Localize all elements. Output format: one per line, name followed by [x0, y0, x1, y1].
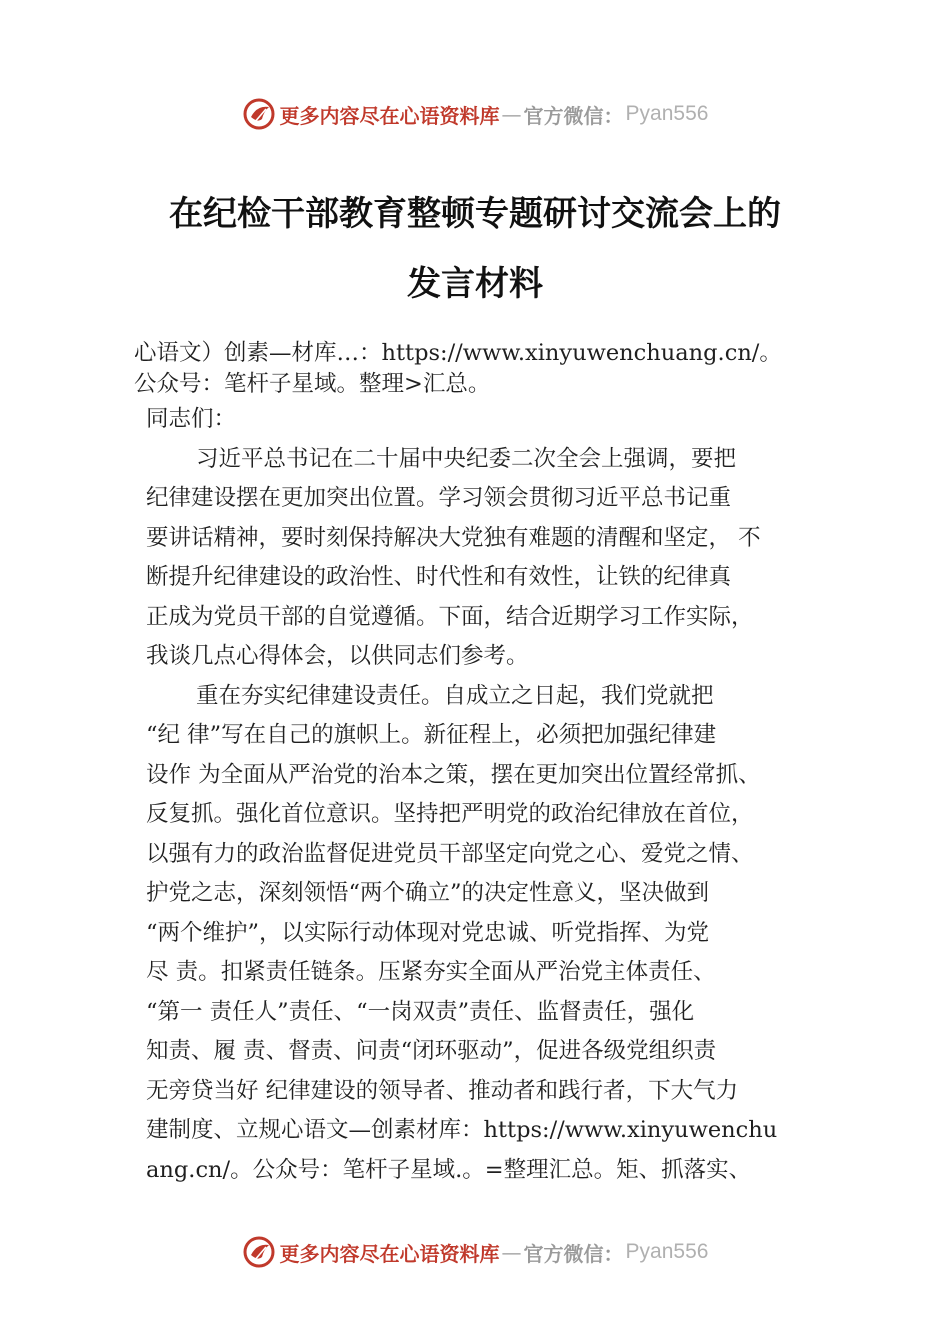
body-line: 纪律建设摆在更加突出位置。学习领会贯彻习近平总书记重	[146, 485, 732, 511]
banner-wechat-label: 官方微信：	[523, 103, 624, 128]
body-line: 反复抓。强化首位意识。坚持把严明党的政治纪律放在首位，	[146, 801, 754, 827]
body-line: 无旁贷当好 纪律建设的领导者、推动者和践行者，下大气力	[146, 1077, 739, 1104]
body-line: “第一 责任人”责任、“一岗双责”责任、监督责任，强化	[146, 998, 695, 1025]
banner-wechat-label: 官方微信：	[523, 1241, 624, 1266]
logo-icon	[242, 1235, 276, 1269]
body-line: 以强有力的政治监督促进党员干部坚定向党之心、爱党之情、	[146, 840, 754, 867]
banner-separator: —	[501, 102, 522, 126]
body-line: 同志们：	[146, 406, 237, 432]
body-line: 尽 责。扣紧责任链条。压紧夯实全面从严治党主体责任、	[146, 959, 716, 985]
logo-icon	[242, 97, 276, 131]
body-line: 要讲话精神，要时刻保持解决大党独有难题的清醒和坚定， 不	[146, 524, 761, 551]
header-banner	[0, 94, 950, 134]
document-title-line2: 发言材料	[407, 264, 543, 304]
body-line: 建制度、立规心语文—创素材库：https://www.xinyuwenchu	[146, 1117, 778, 1143]
footer-banner	[0, 1232, 950, 1272]
body-line: 公众号：笔杆子星域。整理>汇总。	[134, 371, 491, 397]
body-line: 重在夯实纪律建设责任。自成立之日起，我们党就把	[196, 682, 714, 709]
banner-text: 更多内容尽在心语资料库	[279, 1241, 500, 1266]
body-line: 护党之志，深刻领悟“两个确立”的决定性意义，坚决做到	[146, 880, 710, 906]
banner-text: 更多内容尽在心语资料库	[279, 103, 500, 128]
body-line: “纪 律”写在自己的旗帜上。新征程上，必须把加强纪律建	[146, 722, 717, 748]
document-body	[134, 338, 854, 1190]
body-line: ang.cn/。公众号：笔杆子星域.。=整理汇总。矩、抓落实、	[146, 1156, 752, 1183]
body-line: 正成为党员干部的自觉遵循。下面，结合近期学习工作实际，	[146, 603, 754, 630]
body-line: 心语文）创素—材库…：https://www.xinyuwenchuang.cn/。	[134, 340, 782, 366]
body-line: 习近平总书记在二十届中央纪委二次全会上强调，要把	[196, 445, 737, 472]
body-line: 知责、履 责、督责、问责“闭环驱动”，促进各级党组织责	[146, 1038, 717, 1064]
body-line: “两个维护”，以实际行动体现对党忠诚、听党指挥、为党	[146, 919, 710, 946]
banner-wechat-id: Pyan556	[625, 1240, 709, 1263]
body-line: 我谈几点心得体会，以供同志们参考。	[146, 643, 529, 669]
document-title-line1: 在纪检干部教育整顿专题研讨交流会上的	[169, 194, 781, 234]
body-line: 设作 为全面从严治党的治本之策，摆在更加突出位置经常抓、	[146, 761, 761, 788]
body-line: 断提升纪律建设的政治性、时代性和有效性，让铁的纪律真	[146, 564, 732, 590]
banner-separator: —	[501, 1240, 522, 1264]
banner-wechat-id: Pyan556	[625, 102, 709, 125]
